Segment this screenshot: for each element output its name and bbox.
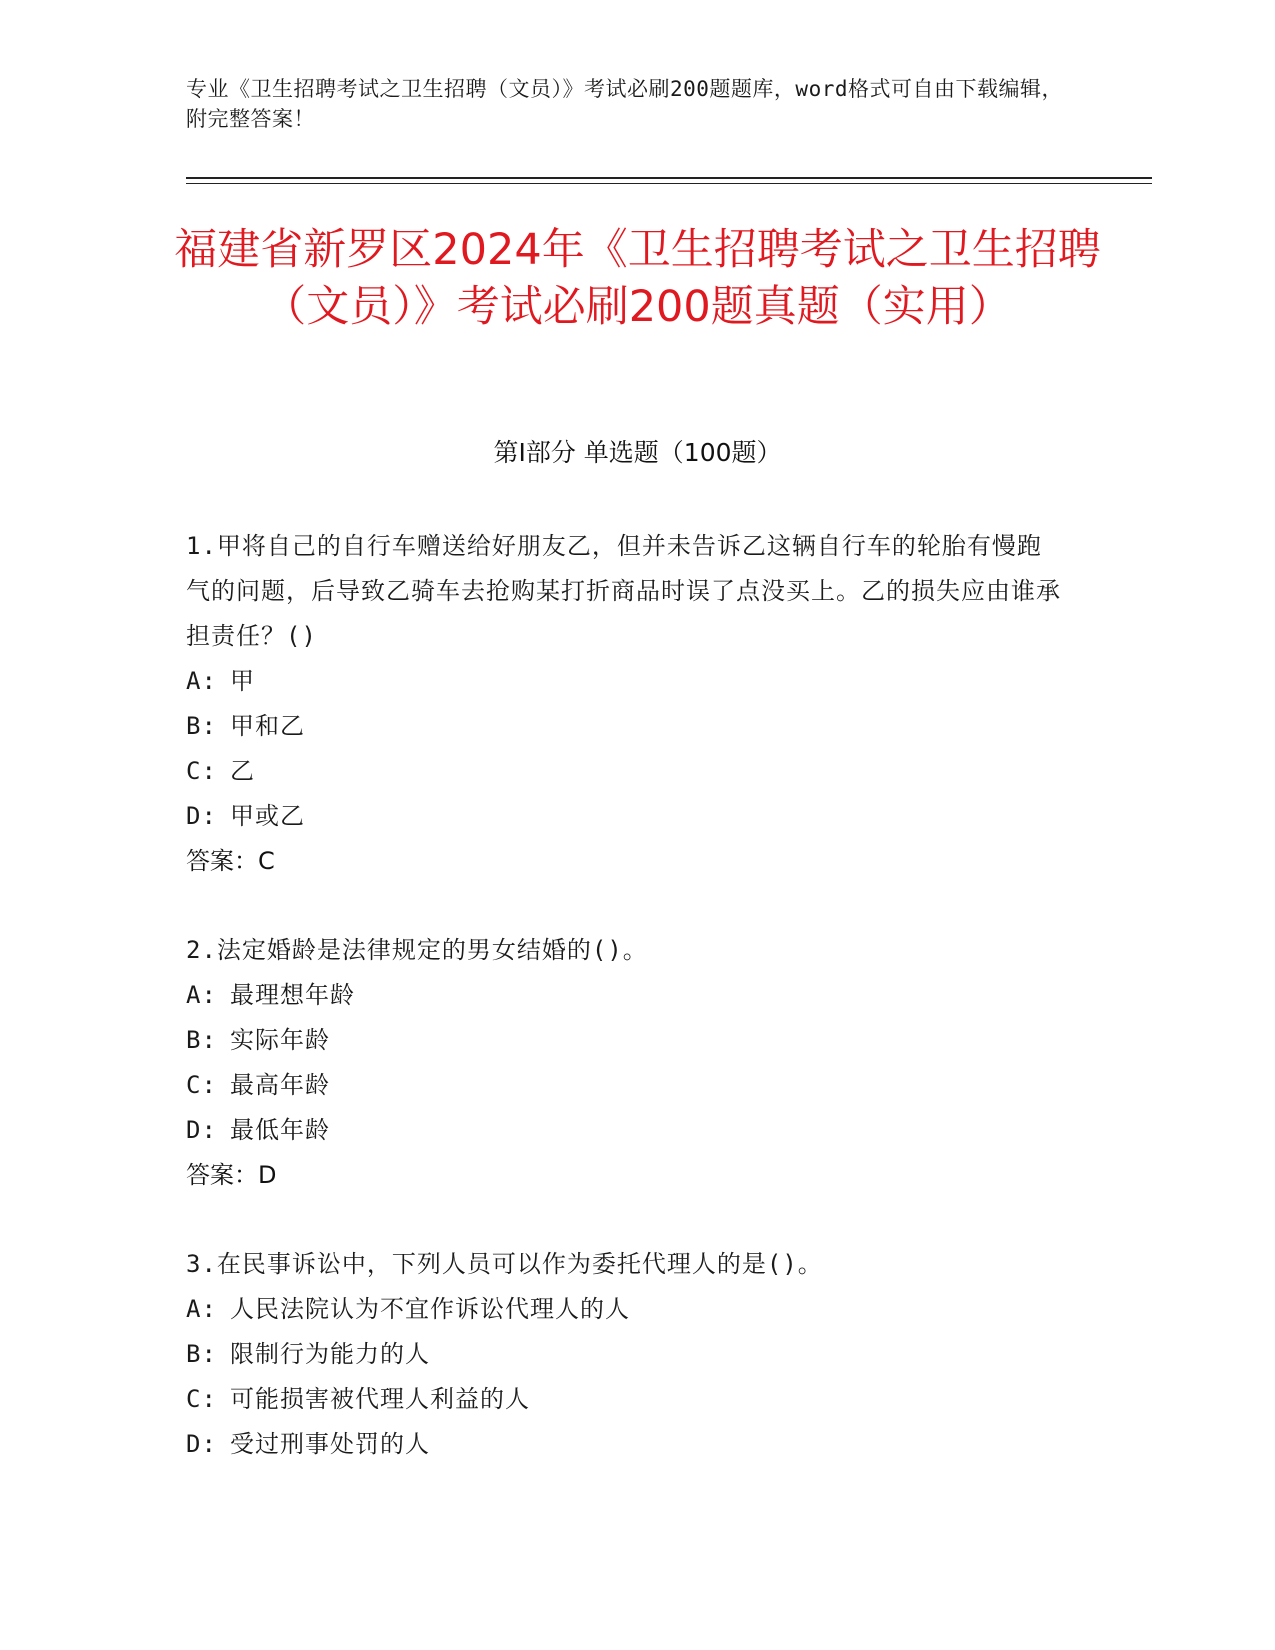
option-text: 实际年龄	[230, 1026, 330, 1054]
option-c	[186, 1377, 1066, 1422]
option-c	[186, 749, 1066, 794]
option-a	[186, 659, 1066, 704]
option-key: B:	[186, 712, 217, 740]
option-key: C:	[186, 1071, 217, 1099]
option-d	[186, 1108, 1066, 1153]
option-text: 人民法院认为不宜作诉讼代理人的人	[230, 1295, 630, 1323]
question-2	[186, 928, 1066, 1198]
option-b	[186, 704, 1066, 749]
header-note: 专业《卫生招聘考试之卫生招聘（文员）》考试必刷200题题库，word格式可自由下载编辑，附完整答案！	[186, 77, 1063, 131]
option-key: A:	[186, 1295, 217, 1323]
option-key: C:	[186, 1385, 217, 1413]
option-text: 最高年龄	[230, 1071, 330, 1099]
option-a	[186, 1287, 1066, 1332]
option-c	[186, 1063, 1066, 1108]
section-heading: 第Ⅰ部分 单选题（100题）	[493, 438, 782, 467]
option-b	[186, 1332, 1066, 1377]
option-text: 可能损害被代理人利益的人	[230, 1385, 530, 1413]
option-key: B:	[186, 1340, 217, 1368]
question-stem: 2.法定婚龄是法律规定的男女结婚的()。	[186, 936, 648, 964]
option-text: 乙	[230, 757, 255, 785]
option-a	[186, 973, 1066, 1018]
option-d	[186, 1422, 1066, 1467]
option-key: A:	[186, 981, 217, 1009]
option-text: 最理想年龄	[230, 981, 355, 1009]
option-b	[186, 1018, 1066, 1063]
question-1	[186, 524, 1066, 884]
option-d	[186, 794, 1066, 839]
question-stem: 1.甲将自己的自行车赠送给好朋友乙，但并未告诉乙这辆自行车的轮胎有慢跑气的问题，后导致乙骑车去抢购某打折商品时误了点没买上。乙的损失应由谁承担责任？()	[186, 532, 1061, 650]
answer-line: 答案：D	[186, 1161, 277, 1189]
answer-line: 答案：C	[186, 847, 275, 875]
option-key: D:	[186, 802, 217, 830]
option-key: D:	[186, 1116, 217, 1144]
option-text: 受过刑事处罚的人	[230, 1430, 430, 1458]
option-key: A:	[186, 667, 217, 695]
header-rule-thin	[186, 183, 1152, 184]
header-rule-thick	[186, 177, 1152, 179]
option-text: 甲或乙	[230, 802, 305, 830]
question-3	[186, 1242, 1066, 1467]
option-text: 甲	[230, 667, 255, 695]
option-key: C:	[186, 757, 217, 785]
question-stem: 3.在民事诉讼中，下列人员可以作为委托代理人的是()。	[186, 1250, 823, 1278]
option-text: 限制行为能力的人	[230, 1340, 430, 1368]
option-text: 甲和乙	[230, 712, 305, 740]
option-key: B:	[186, 1026, 217, 1054]
option-text: 最低年龄	[230, 1116, 330, 1144]
question-list	[186, 524, 1066, 1511]
option-key: D:	[186, 1430, 217, 1458]
document-title: 福建省新罗区2024年《卫生招聘考试之卫生招聘（文员）》考试必刷200题真题（实用）	[174, 225, 1101, 332]
